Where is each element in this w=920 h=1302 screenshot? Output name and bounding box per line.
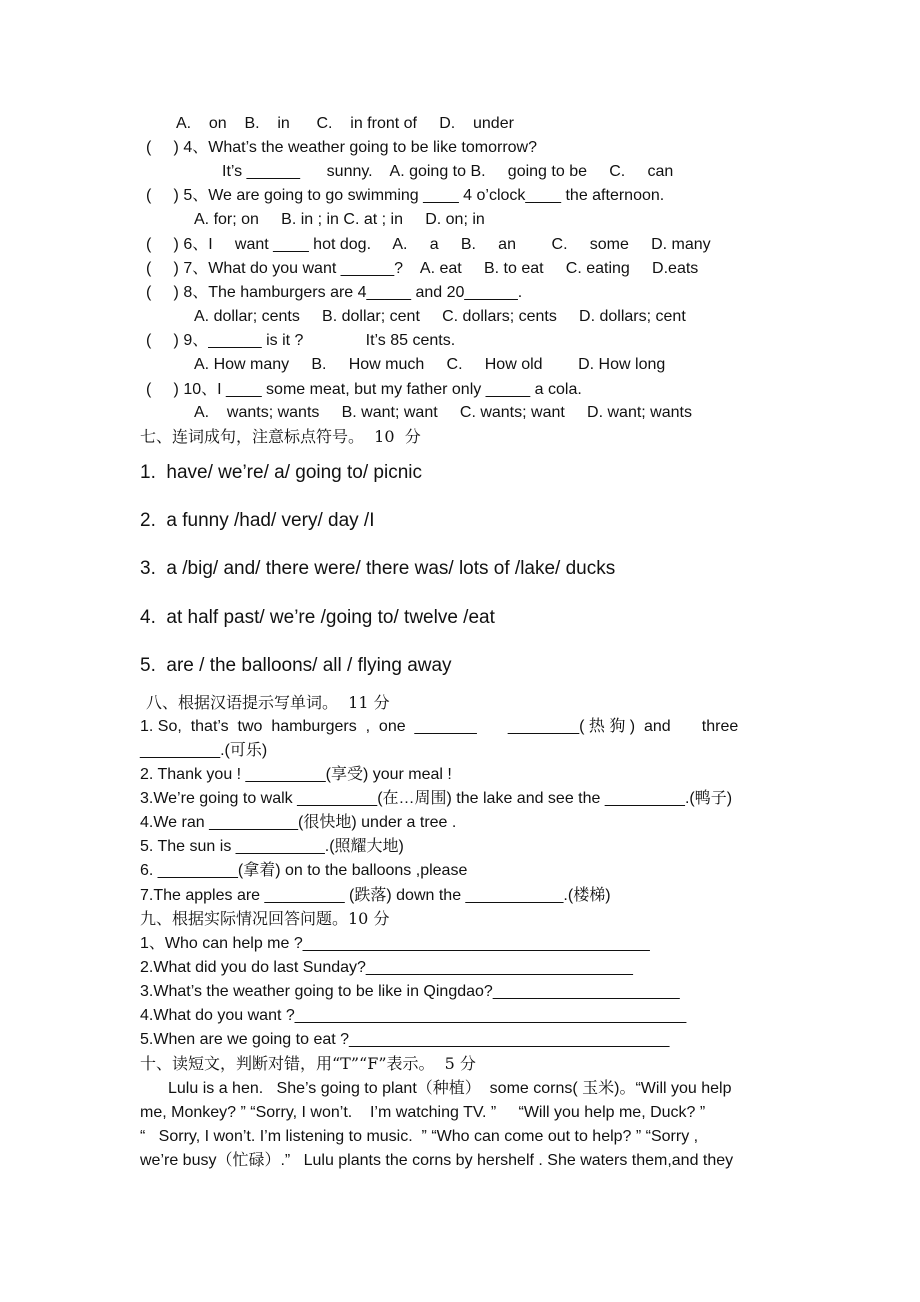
section8-heading: 八、根据汉语提示写单词。 11 分 [146,693,390,712]
section9-item-1: 1、Who can help me ?_______________________________________ [140,935,650,952]
q4-question: ( ) 4、What’s the weather going to be like tomorrow? [146,139,537,156]
q5-question: ( ) 5、We are going to go swimming ____ 4 o’clock____ the afternoon. [146,187,665,204]
section7-item-3: 3. a /big/ and/ there were/ there was/ lots of /lake/ ducks [140,558,616,579]
section8-item-7: 7.The apples are _________ (跌落) down the ___________.(楼梯) [140,887,611,904]
q10-question: ( ) 10、I ____ some meat, but my father only _____ a cola. [146,381,582,398]
section9-item-3: 3.What’s the weather going to be like in Qingdao?_____________________ [140,983,680,1000]
section9-item-4: 4.What do you want ?____________________________________________ [140,1007,687,1024]
q10-options: A. wants; wants B. want; want C. wants; want D. want; wants [194,404,692,421]
section8-item-1a: 1. So, that’s two hamburgers , one _______ ________( 热 狗 ) and three [140,718,739,735]
section7-item-2: 2. a funny /had/ very/ day /I [140,510,375,531]
q6-question: ( ) 6、I want ____ hot dog. A. a B. an C. some D. many [146,236,711,253]
q3-options: A. on B. in C. in front of D. under [176,115,514,132]
section9-item-5: 5.When are we going to eat ?____________________________________ [140,1031,670,1048]
q8-options: A. dollar; cents B. dollar; cent C. dollars; cents D. dollars; cent [194,308,686,325]
q7-question: ( ) 7、What do you want ______? A. eat B. to eat C. eating D.eats [146,260,699,277]
q8-question: ( ) 8、The hamburgers are 4_____ and 20______. [146,284,523,301]
section8-item-3: 3.We’re going to walk _________(在…周围) the lake and see the _________.(鸭子) [140,790,733,807]
q4-options: It’s ______ sunny. A. going to B. going to be C. can [222,163,674,180]
section7-item-4: 4. at half past/ we’re /going to/ twelve /eat [140,607,495,628]
section10-heading: 十、读短文，判断对错，用“T”“F”表示。 5 分 [140,1054,476,1073]
passage-line-2: me, Monkey? ” “Sorry, I won’t. I’m watching TV. ” “Will you help me, Duck? ” [140,1104,706,1121]
passage-line-3: “ Sorry, I won’t. I’m listening to music. ” “Who can come out to help? ” “Sorry , [140,1128,699,1145]
section9-heading: 九、根据实际情况回答问题。10 分 [140,909,390,928]
q9-options: A. How many B. How much C. How old D. How long [194,356,666,373]
q5-options: A. for; on B. in ; in C. at ; in D. on; in [194,211,485,228]
section8-item-6: 6. _________(拿着) on to the balloons ,please [140,862,468,879]
section8-item-2: 2. Thank you ! _________(享受) your meal ! [140,766,452,783]
section8-item-1b: _________.(可乐) [140,742,268,759]
q9-question: ( ) 9、______ is it ? It’s 85 cents. [146,332,456,349]
section8-item-4: 4.We ran __________(很快地) under a tree . [140,814,457,831]
section8-item-5: 5. The sun is __________.(照耀大地) [140,838,404,855]
passage-line-1: Lulu is a hen. She’s going to plant（种植） some corns( 玉米)。“Will you help [168,1080,732,1097]
section7-item-1: 1. have/ we’re/ a/ going to/ picnic [140,462,422,483]
section7-heading: 七、连词成句，注意标点符号。 10 分 [140,427,421,446]
section9-item-2: 2.What did you do last Sunday?______________________________ [140,959,633,976]
section7-item-5: 5. are / the balloons/ all / flying away [140,655,452,676]
passage-line-4: we’re busy（忙碌）.” Lulu plants the corns by hershelf . She waters them,and they [140,1152,734,1169]
